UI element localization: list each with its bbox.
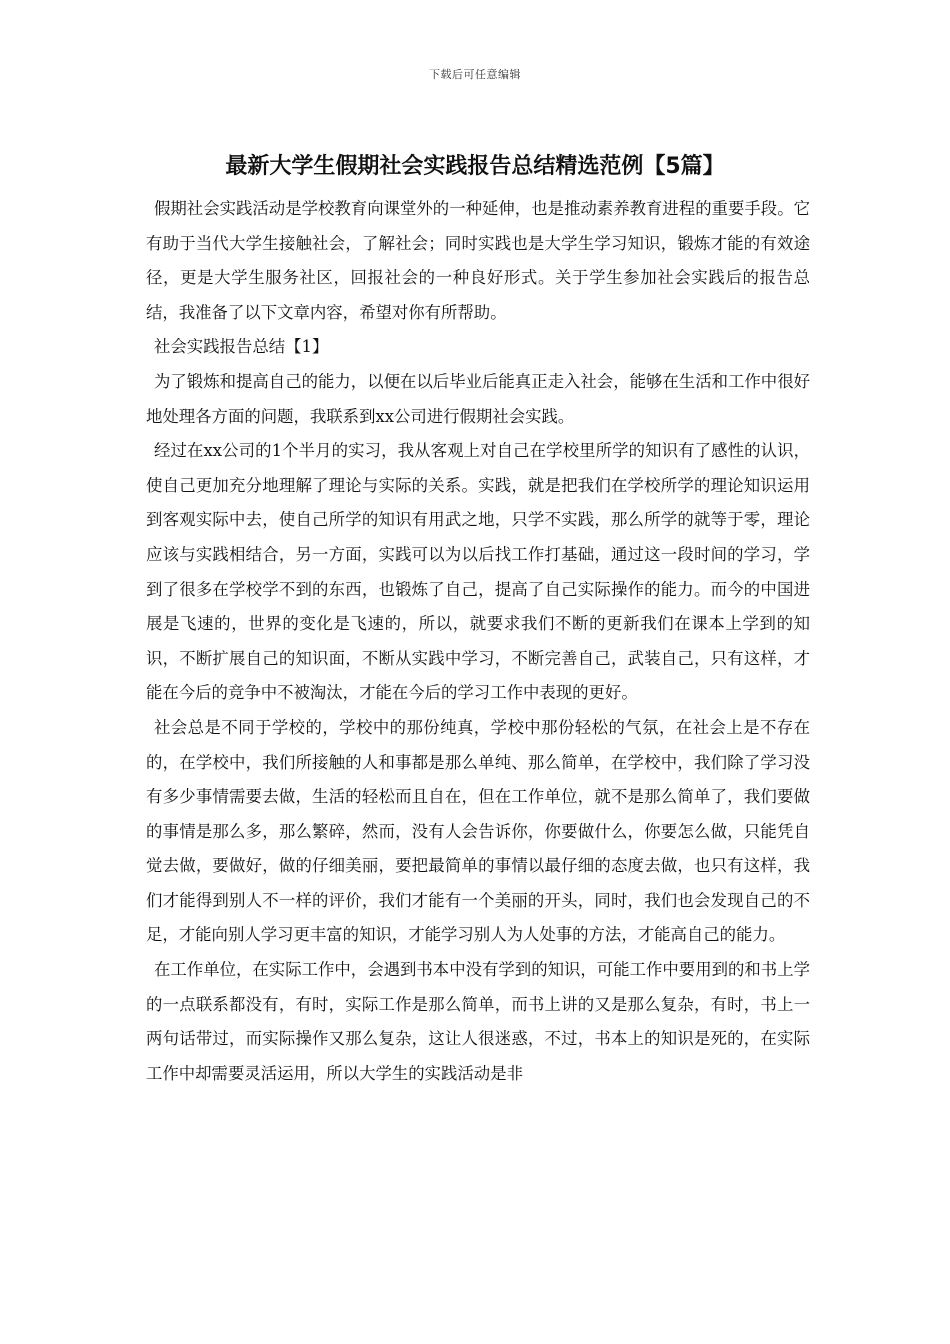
page-header-note: 下载后可任意编辑 [429, 68, 521, 81]
section-heading: 社会实践报告总结【1】 [154, 337, 329, 357]
document-body [146, 192, 810, 1091]
body-paragraph: 经过在xx公司的1个半月的实习，我从客观上对自己在学校里所学的知识有了感性的认识，使自己更加充分地理解了理论与实际的关系。实践，就是把我们在学校所学的理论知识运用到客观实际中去，使自己所学的知识有用武之地，只学不实践，那么所学的就等于零，理论应该与实践相结合，另一方面，实践可以为以后找工作打基础，通过这一段时间的学习，学到了很多在学校学不到的东西，也锻炼了自己，提高了自己实际操作的能力。而今的中国进展是飞速的，世界的变化是飞速的，所以，就要求我们不断的更新我们在课本上学到的知识，不断扩展自己的知识面，不断从实践中学习，不断完善自己，武装自己，只有这样，才能在今后的竞争中不被淘汰，才能在今后的学习工作中表现的更好。 [146, 441, 810, 703]
body-paragraph: 社会总是不同于学校的，学校中的那份纯真，学校中那份轻松的气氛，在社会上是不存在的，在学校中，我们所接触的人和事都是那么单纯、那么简单，在学校中，我们除了学习没有多少事情需要去做，生活的轻松而且自在，但在工作单位，就不是那么简单了，我们要做的事情是那么多，那么繁碎，然而，没有人会告诉你，你要做什么，你要怎么做，只能凭自觉去做，要做好，做的仔细美丽，要把最简单的事情以最仔细的态度去做，也只有这样，我们才能得到别人不一样的评价，我们才能有一个美丽的开头，同时，我们也会发现自己的不足，才能向别人学习更丰富的知识，才能学习别人为人处事的方法，才能高自己的能力。 [146, 717, 810, 945]
body-paragraph: 在工作单位，在实际工作中，会遇到书本中没有学到的知识，可能工作中要用到的和书上学的一点联系都没有，有时，实际工作是那么简单，而书上讲的又是那么复杂，有时，书上一两句话带过，而实际操作又那么复杂，这让人很迷惑，不过，书本上的知识是死的，在实际工作中却需要灵活运用，所以大学生的实践活动是非 [146, 960, 810, 1083]
intro-paragraph: 假期社会实践活动是学校教育向课堂外的一种延伸，也是推动素养教育进程的重要手段。它有助于当代大学生接触社会，了解社会；同时实践也是大学生学习知识，锻炼才能的有效途径，更是大学生服务社区，回报社会的一种良好形式。关于学生参加社会实践后的报告总结，我准备了以下文章内容，希望对你有所帮助。 [146, 199, 810, 322]
body-paragraph: 为了锻炼和提高自己的能力，以便在以后毕业后能真正走入社会，能够在生活和工作中很好地处理各方面的问题，我联系到xx公司进行假期社会实践。 [146, 371, 810, 426]
document-title: 最新大学生假期社会实践报告总结精选范例【5篇】 [225, 154, 725, 179]
